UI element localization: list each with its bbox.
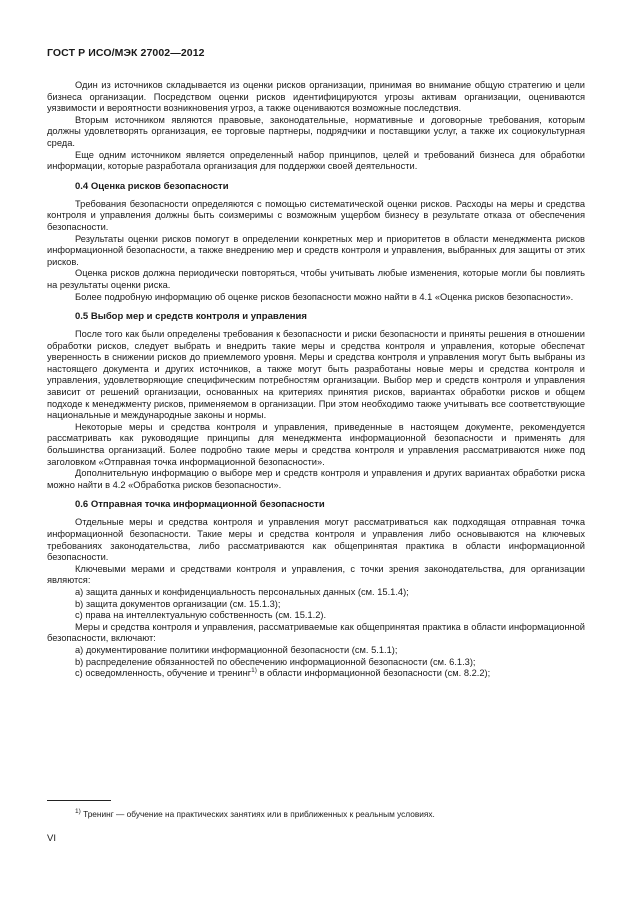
list-item: b) защита документов организации (см. 15.1.3); <box>75 598 281 609</box>
footnote-text: Тренинг — обучение на практических занятиях или в приближенных к реальным условиях. <box>80 809 435 819</box>
paragraph: Более подробную информацию об оценке рисков безопасности можно найти в 4.1 «Оценка рисков безопасности». <box>75 291 574 302</box>
paragraph: Результаты оценки рисков помогут в определении конкретных мер и приоритетов в области менеджмента рисков информационной безопасности, а также внедрению мер и средств контроля и управления, выбранных для защиты от этих рисков. <box>47 233 585 267</box>
section-heading: 0.5 Выбор мер и средств контроля и управления <box>75 311 307 323</box>
list-item-text: c) осведомленность, обучение и тренинг <box>75 668 252 679</box>
paragraph: После того как были определены требования к безопасности и риски безопасности и приняты решения в отношении обработки рисков, следует выбрать и внедрить такие меры и средства контроля и управления, которые обеспечат уверенность в снижении рисков до приемлемого уровня. Меры и средства контроля и управления могут быть выбраны из настоящего документа и других источников, а также могут быть разработаны новые меры и средства контроля и управления, удовлетворяющие специфическим потребностям организации. Выбор мер и средств контроля и управления зависит от решений организации, основанных на критериях принятия рисков, вариантах обработки рисков и общем подходе к менеджменту рисков, применяемом в организации. При этом необходимо также учитывать все соответствующие национальные и международные законы и нормы. <box>47 329 585 421</box>
document-header: ГОСТ Р ИСО/МЭК 27002—2012 <box>47 47 205 59</box>
footnote-reference: 1) <box>251 667 257 675</box>
list-item-text: в области информационной безопасности (см. 8.2.2); <box>256 668 491 679</box>
section-heading: 0.6 Отправная точка информационной безопасности <box>75 499 325 511</box>
paragraph: Некоторые меры и средства контроля и управления, приведенные в настоящем документе, рекомендуется рассматривать как руководящие принципы для менеджмента информационной безопасности и применять для большинства организаций. Более подробно такие меры и средства контроля и управления рассматриваются ниже под заголовком «Отправная точка информационной безопасности». <box>47 421 585 467</box>
paragraph: Требования безопасности определяются с помощью систематической оценки рисков. Расходы на меры и средства контроля и управления должны быть соизмеримы с возможным ущербом бизнесу в результате отказа от обеспечения безопасности. <box>47 198 585 232</box>
paragraph: Оценка рисков должна периодически повторяться, чтобы учитывать любые изменения, которые могли бы повлиять на результаты оценки риска. <box>47 268 585 290</box>
paragraph: Вторым источником являются правовые, законодательные, нормативные и договорные требования, которым должны удовлетворять организация, ее торговые партнеры, подрядчики и поставщики услуг, а также их социокультурная среда. <box>47 114 585 148</box>
list-item <box>47 668 585 680</box>
footnote-divider <box>47 800 111 801</box>
footnote <box>75 809 585 819</box>
paragraph: Еще одним источником является определенный набор принципов, целей и требований бизнеса для обработки информации, которые разработала организация для поддержки своей деятельности. <box>47 149 585 172</box>
footnote-marker: 1) <box>75 808 81 816</box>
list-item: a) защита данных и конфиденциальность персональных данных (см. 15.1.4); <box>75 586 409 597</box>
body-text <box>47 80 585 680</box>
section-heading: 0.4 Оценка рисков безопасности <box>75 180 229 192</box>
paragraph: Ключевыми мерами и средствами контроля и управления, с точки зрения законодательства, для организации являются: <box>47 563 585 586</box>
page-number: VI <box>47 833 56 844</box>
paragraph: Один из источников складывается из оценки рисков организации, принимая во внимание общую стратегию и цели бизнеса организации. Посредством оценки рисков идентифицируются угрозы активам организации, оцениваются уязвимости и вероятности возникновения угроз, а также оцениваются возможные последствия. <box>47 80 585 114</box>
paragraph: Меры и средства контроля и управления, рассматриваемые как общепринятая практика в области информационной безопасности, включают: <box>47 621 585 644</box>
paragraph: Отдельные меры и средства контроля и управления могут рассматриваться как подходящая отправная точка информационной безопасности. Такие меры и средства контроля и управления либо основываются на ключевых требованиях законодательства, либо рассматриваются как общепринятая практика в области информационной безопасности. <box>47 517 585 563</box>
list-item: b) распределение обязанностей по обеспечению информационной безопасности (см. 6.1.3); <box>75 656 476 667</box>
paragraph: Дополнительную информацию о выборе мер и средств контроля и управления и других вариантах обработки риска можно найти в 4.2 «Обработка рисков безопасности». <box>47 468 585 490</box>
list-item: a) документирование политики информационной безопасности (см. 5.1.1); <box>75 644 398 655</box>
list-item: c) права на интеллектуальную собственность (см. 15.1.2). <box>75 610 327 621</box>
